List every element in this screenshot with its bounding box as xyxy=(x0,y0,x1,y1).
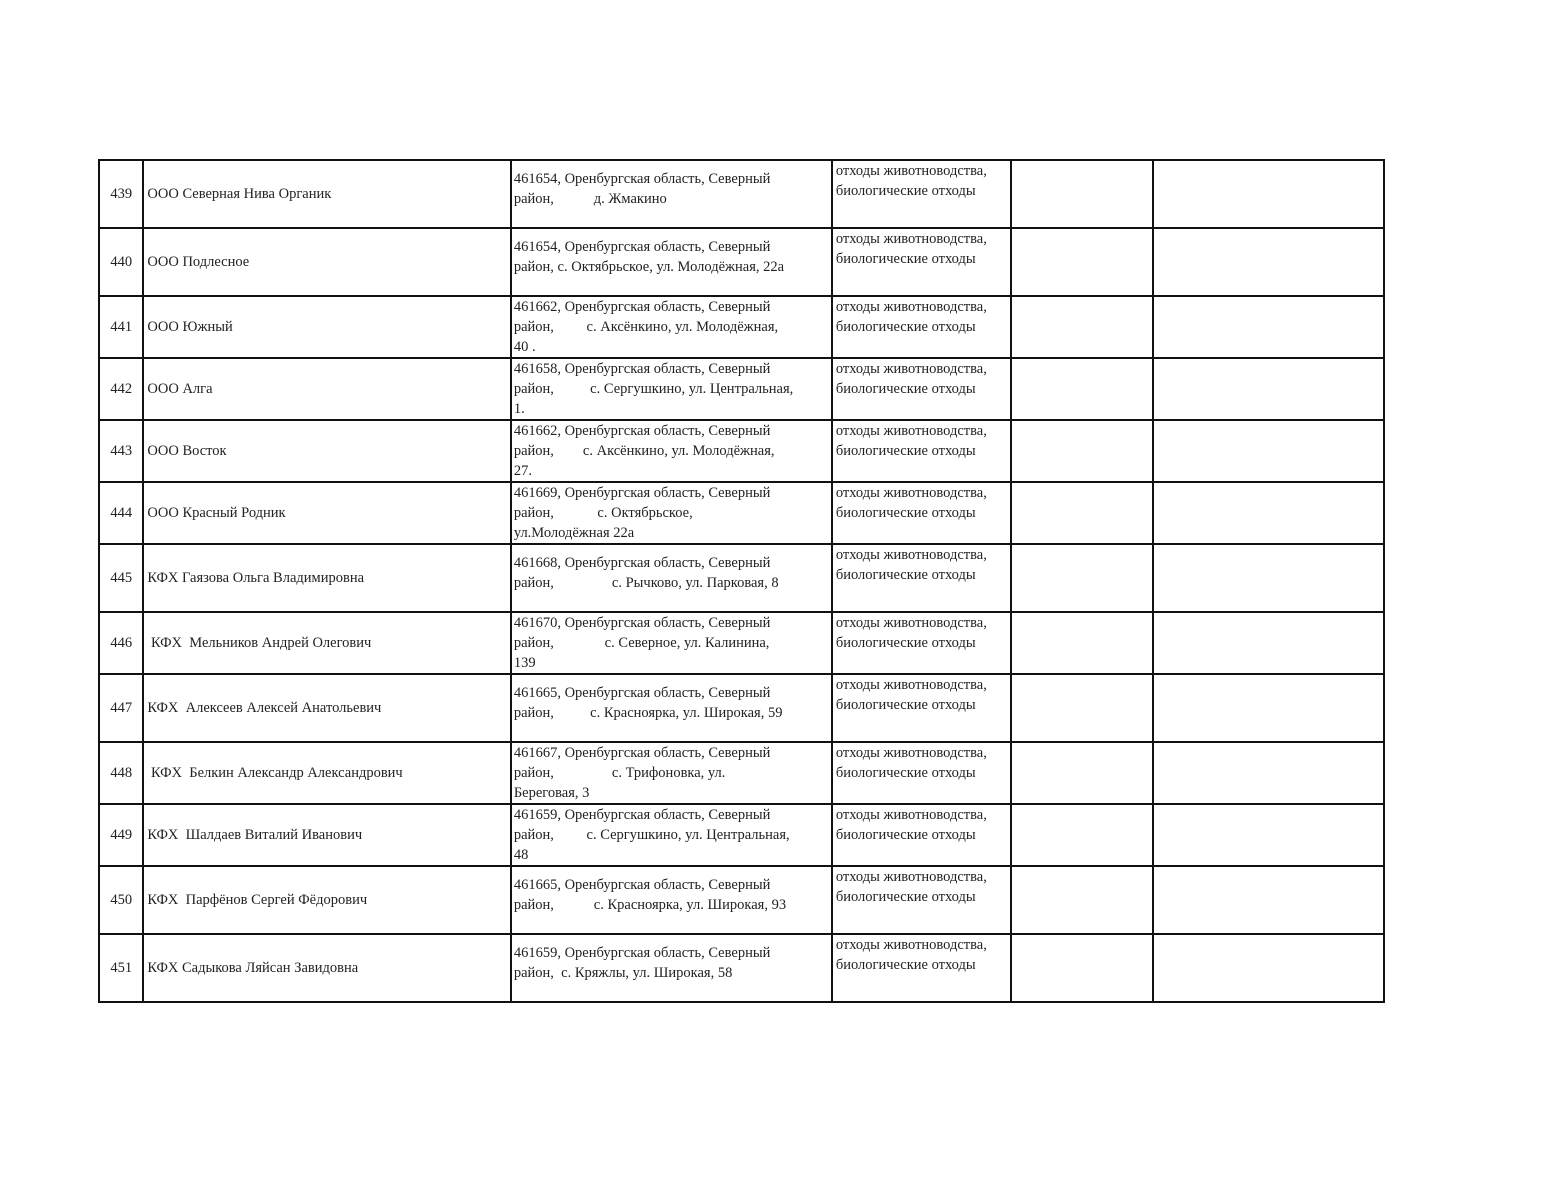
row-number: 440 xyxy=(99,228,143,296)
address-line: район, с. Рычково, ул. Парковая, 8 xyxy=(513,575,779,591)
organization-name: ООО Алга xyxy=(143,358,510,420)
waste-type-cell xyxy=(832,160,1012,228)
waste-type-line: биологические отходы xyxy=(835,381,976,397)
empty-cell xyxy=(1153,866,1384,934)
waste-type-line: биологические отходы xyxy=(835,635,976,651)
row-number: 445 xyxy=(99,544,143,612)
row-number: 439 xyxy=(99,160,143,228)
address-line: 461668, Оренбургская область, Северный xyxy=(513,555,771,571)
table-row xyxy=(99,420,1384,482)
empty-cell xyxy=(1011,296,1152,358)
waste-type-cell xyxy=(832,358,1012,420)
table-row xyxy=(99,544,1384,612)
waste-type-line: биологические отходы xyxy=(835,827,976,843)
address-line: 48 xyxy=(513,847,529,863)
address-line: 461662, Оренбургская область, Северный xyxy=(513,299,771,315)
address-line: ул.Молодёжная 22а xyxy=(513,525,635,541)
waste-type-line: отходы животноводства, xyxy=(835,423,987,439)
empty-cell xyxy=(1011,482,1152,544)
address-line: 461658, Оренбургская область, Северный xyxy=(513,361,771,377)
address-cell xyxy=(511,228,832,296)
address-line: район, с. Красноярка, ул. Широкая, 59 xyxy=(513,705,783,721)
empty-cell xyxy=(1011,804,1152,866)
empty-cell xyxy=(1153,160,1384,228)
waste-type-line: биологические отходы xyxy=(835,183,976,199)
address-line: 461665, Оренбургская область, Северный xyxy=(513,877,771,893)
empty-cell xyxy=(1153,296,1384,358)
waste-type-line: отходы животноводства, xyxy=(835,745,987,761)
organization-name: КФХ Белкин Александр Александрович xyxy=(143,742,510,804)
address-line: Береговая, 3 xyxy=(513,785,590,801)
waste-type-cell xyxy=(832,228,1012,296)
address-cell xyxy=(511,296,832,358)
address-line: 461659, Оренбургская область, Северный xyxy=(513,945,771,961)
waste-type-line: отходы животноводства, xyxy=(835,677,987,693)
waste-type-cell xyxy=(832,296,1012,358)
address-cell xyxy=(511,742,832,804)
organization-name: ООО Восток xyxy=(143,420,510,482)
registry-table-body xyxy=(99,160,1384,1002)
address-cell xyxy=(511,420,832,482)
empty-cell xyxy=(1153,612,1384,674)
waste-type-line: отходы животноводства, xyxy=(835,547,987,563)
waste-type-line: отходы животноводства, xyxy=(835,937,987,953)
waste-type-line: отходы животноводства, xyxy=(835,869,987,885)
waste-type-cell xyxy=(832,420,1012,482)
waste-type-cell xyxy=(832,544,1012,612)
address-line: 461669, Оренбургская область, Северный xyxy=(513,485,771,501)
address-line: 40 . xyxy=(513,339,536,355)
waste-type-line: биологические отходы xyxy=(835,765,976,781)
waste-type-line: биологические отходы xyxy=(835,443,976,459)
table-row xyxy=(99,296,1384,358)
empty-cell xyxy=(1011,674,1152,742)
waste-type-cell xyxy=(832,482,1012,544)
address-line: район, с. Аксёнкино, ул. Молодёжная, xyxy=(513,443,775,459)
waste-type-line: отходы животноводства, xyxy=(835,163,987,179)
waste-type-line: отходы животноводства, xyxy=(835,485,987,501)
empty-cell xyxy=(1153,358,1384,420)
organization-name: КФХ Мельников Андрей Олегович xyxy=(143,612,510,674)
table-row xyxy=(99,228,1384,296)
row-number: 444 xyxy=(99,482,143,544)
row-number: 446 xyxy=(99,612,143,674)
waste-type-line: биологические отходы xyxy=(835,957,976,973)
address-line: район, с. Красноярка, ул. Широкая, 93 xyxy=(513,897,787,913)
row-number: 450 xyxy=(99,866,143,934)
address-line: 461670, Оренбургская область, Северный xyxy=(513,615,771,631)
address-line: 1. xyxy=(513,401,525,417)
empty-cell xyxy=(1153,804,1384,866)
table-row xyxy=(99,160,1384,228)
waste-type-line: биологические отходы xyxy=(835,251,976,267)
organization-name: ООО Северная Нива Органик xyxy=(143,160,510,228)
address-cell xyxy=(511,866,832,934)
address-cell xyxy=(511,160,832,228)
address-line: 461659, Оренбургская область, Северный xyxy=(513,807,771,823)
address-line: 461654, Оренбургская область, Северный xyxy=(513,239,771,255)
empty-cell xyxy=(1011,934,1152,1002)
waste-type-line: отходы животноводства, xyxy=(835,299,987,315)
waste-type-cell xyxy=(832,934,1012,1002)
table-row xyxy=(99,674,1384,742)
organization-name: КФХ Парфёнов Сергей Фёдорович xyxy=(143,866,510,934)
row-number: 451 xyxy=(99,934,143,1002)
empty-cell xyxy=(1011,358,1152,420)
organization-name: ООО Подлесное xyxy=(143,228,510,296)
waste-type-cell xyxy=(832,804,1012,866)
address-cell xyxy=(511,612,832,674)
waste-type-line: биологические отходы xyxy=(835,567,976,583)
organization-name: КФХ Садыкова Ляйсан Завидовна xyxy=(143,934,510,1002)
table-row xyxy=(99,612,1384,674)
table-row xyxy=(99,358,1384,420)
organization-name: КФХ Алексеев Алексей Анатольевич xyxy=(143,674,510,742)
empty-cell xyxy=(1011,866,1152,934)
empty-cell xyxy=(1011,160,1152,228)
row-number: 441 xyxy=(99,296,143,358)
empty-cell xyxy=(1011,742,1152,804)
address-cell xyxy=(511,358,832,420)
waste-type-line: отходы животноводства, xyxy=(835,615,987,631)
waste-type-line: биологические отходы xyxy=(835,889,976,905)
row-number: 449 xyxy=(99,804,143,866)
address-line: 27. xyxy=(513,463,532,479)
empty-cell xyxy=(1153,674,1384,742)
waste-type-line: биологические отходы xyxy=(835,697,976,713)
address-line: 461662, Оренбургская область, Северный xyxy=(513,423,771,439)
empty-cell xyxy=(1153,228,1384,296)
row-number: 443 xyxy=(99,420,143,482)
empty-cell xyxy=(1153,742,1384,804)
waste-type-line: отходы животноводства, xyxy=(835,361,987,377)
address-line: 461667, Оренбургская область, Северный xyxy=(513,745,771,761)
organization-name: КФХ Шалдаев Виталий Иванович xyxy=(143,804,510,866)
empty-cell xyxy=(1011,228,1152,296)
address-line: район, с. Октябрьское, xyxy=(513,505,693,521)
registry-table xyxy=(98,159,1385,1003)
address-cell xyxy=(511,482,832,544)
empty-cell xyxy=(1153,544,1384,612)
address-cell xyxy=(511,544,832,612)
address-line: район, с. Аксёнкино, ул. Молодёжная, xyxy=(513,319,779,335)
address-line: 461654, Оренбургская область, Северный xyxy=(513,171,771,187)
waste-type-line: биологические отходы xyxy=(835,505,976,521)
address-line: район, с. Северное, ул. Калинина, xyxy=(513,635,770,651)
row-number: 442 xyxy=(99,358,143,420)
waste-type-line: отходы животноводства, xyxy=(835,807,987,823)
waste-type-cell xyxy=(832,674,1012,742)
waste-type-line: отходы животноводства, xyxy=(835,231,987,247)
address-line: 139 xyxy=(513,655,536,671)
organization-name: ООО Южный xyxy=(143,296,510,358)
table-row xyxy=(99,742,1384,804)
organization-name: ООО Красный Родник xyxy=(143,482,510,544)
address-line: район, с. Октябрьское, ул. Молодёжная, 22а xyxy=(513,259,785,275)
table-row xyxy=(99,482,1384,544)
table-row xyxy=(99,804,1384,866)
address-cell xyxy=(511,934,832,1002)
address-line: 461665, Оренбургская область, Северный xyxy=(513,685,771,701)
table-row xyxy=(99,934,1384,1002)
row-number: 447 xyxy=(99,674,143,742)
row-number: 448 xyxy=(99,742,143,804)
waste-type-cell xyxy=(832,742,1012,804)
address-cell xyxy=(511,804,832,866)
address-cell xyxy=(511,674,832,742)
empty-cell xyxy=(1011,544,1152,612)
empty-cell xyxy=(1153,934,1384,1002)
address-line: район, с. Сергушкино, ул. Центральная, xyxy=(513,381,794,397)
address-line: район, д. Жмакино xyxy=(513,191,667,207)
waste-type-cell xyxy=(832,866,1012,934)
waste-type-cell xyxy=(832,612,1012,674)
waste-type-line: биологические отходы xyxy=(835,319,976,335)
empty-cell xyxy=(1153,482,1384,544)
empty-cell xyxy=(1011,420,1152,482)
empty-cell xyxy=(1011,612,1152,674)
organization-name: КФХ Гаязова Ольга Владимировна xyxy=(143,544,510,612)
table-row xyxy=(99,866,1384,934)
address-line: район, с. Трифоновка, ул. xyxy=(513,765,726,781)
empty-cell xyxy=(1153,420,1384,482)
address-line: район, с. Сергушкино, ул. Центральная, xyxy=(513,827,790,843)
address-line: район, с. Кряжлы, ул. Широкая, 58 xyxy=(513,965,733,981)
